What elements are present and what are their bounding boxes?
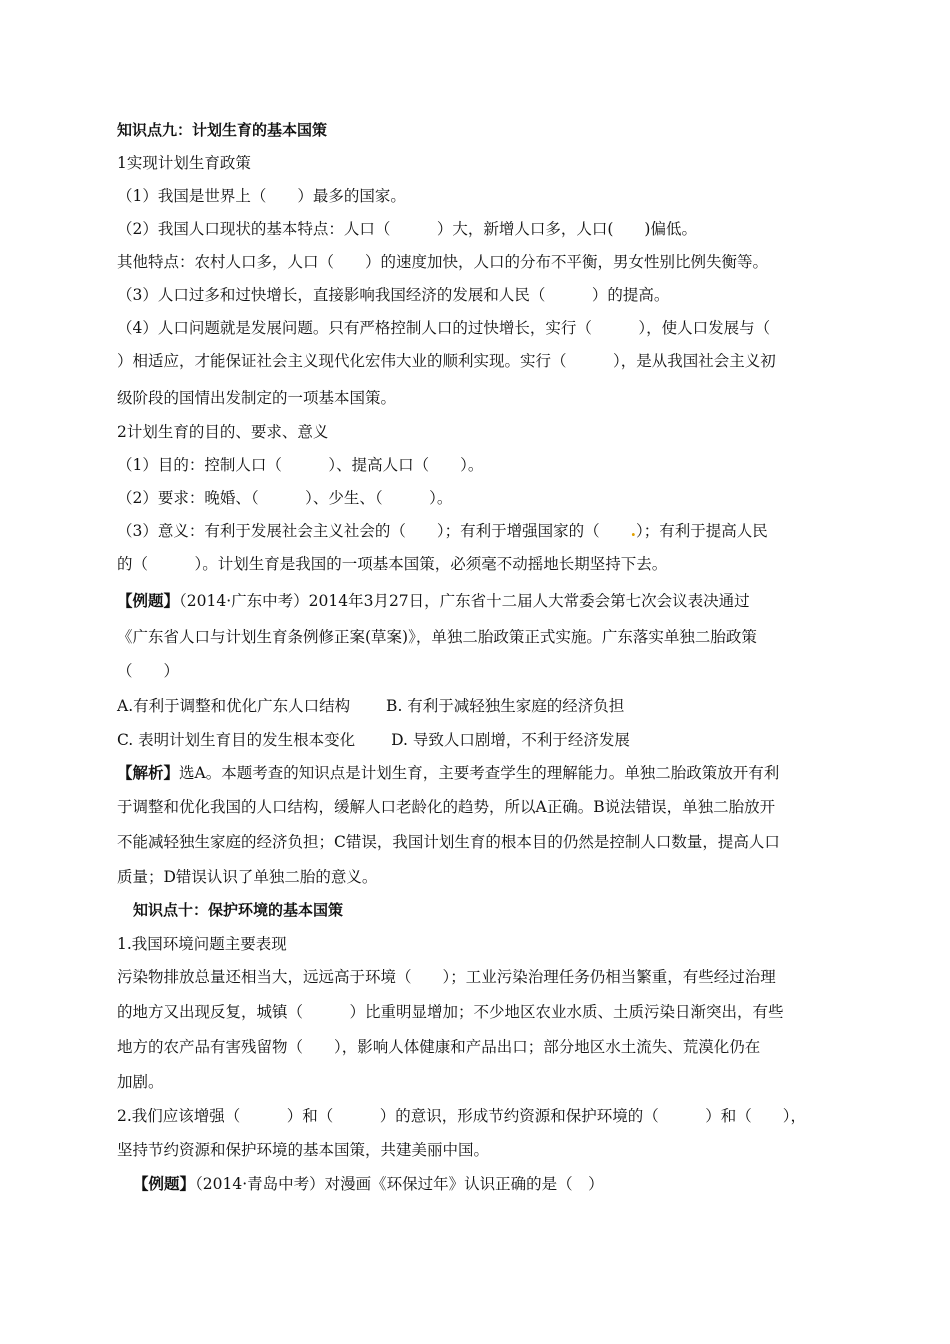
section9-title: 知识点九：计划生育的基本国策 [117, 121, 328, 139]
analysis-text: 选A。本题考查的知识点是计划生育，主要考查学生的理解能力。单独二胎政策放开有利 [179, 764, 780, 782]
example-text: （2014·青岛中考）对漫画《环保过年》认识正确的是（ ） [195, 1175, 604, 1193]
option-a-b: A.有利于调整和优化广东人口结构 B. 有利于减轻独生家庭的经济负担 [117, 697, 625, 715]
section10-item-2-line2: 坚持节约资源和保护环境的基本国策，共建美丽中国。 [117, 1141, 490, 1159]
section10-para-line3: 地方的农产品有害残留物（ ），影响人体健康和产品出口；部分地区水土流失、荒漠化仍在 [117, 1038, 761, 1056]
section10-item-2-line1: 2.我们应该增强（ ）和（ ）的意识，形成节约资源和保护环境的（ ）和（ ）， [117, 1107, 807, 1125]
section9-purpose: （1）目的：控制人口（ ）、提高人口（ ）。 [117, 456, 484, 474]
section9-item-1: （1）我国是世界上（ ）最多的国家。 [117, 187, 406, 205]
section10-para-line4: 加剧。 [117, 1073, 164, 1091]
analysis-label: 【解析】 [117, 764, 180, 782]
section9-example-line2: 《广东省人口与计划生育条例修正案(草案)》，单独二胎政策正式实施。广东落实单独二胎政策 [117, 628, 757, 646]
analysis-line2: 于调整和优化我国的人口结构，缓解人口老龄化的趋势，所以A正确。B说法错误，单独二胎放开 [117, 798, 776, 816]
analysis-line1 [117, 763, 779, 783]
section9-requirements: （2）要求：晚婚、（ ）、少生、（ ）。 [117, 489, 453, 507]
section9-subheading-2: 2计划生育的目的、要求、意义 [117, 423, 329, 441]
section9-example-line3: （ ） [117, 662, 180, 680]
section9-item-4-line2: ）相适应，才能保证社会主义现代化宏伟大业的顺利实现。实行（ ），是从我国社会主义初 [117, 352, 776, 370]
analysis-line4: 质量；D错误认识了单独二胎的意义。 [117, 868, 378, 886]
section10-para-line1: 污染物排放总量还相当大，远远高于环境（ ）；工业污染治理任务仍相当繁重，有些经过治理 [117, 968, 776, 986]
section9-item-3: （3）人口过多和过快增长，直接影响我国经济的发展和人民（ ）的提高。 [117, 286, 670, 304]
section10-subheading-1: 1.我国环境问题主要表现 [117, 935, 287, 953]
highlight-dot: . [630, 521, 637, 540]
section9-significance-line2: 的（ ）。计划生育是我国的一项基本国策，必须毫不动摇地长期坚持下去。 [117, 555, 668, 573]
section9-example-line1 [117, 591, 750, 611]
significance-text-end: ）；有利于提高人民 [636, 522, 768, 540]
section10-example [133, 1174, 604, 1194]
significance-text: （3）意义：有利于发展社会主义社会的（ ）；有利于增强国家的（ [117, 522, 631, 540]
example-text: （2014·广东中考）2014年3月27日，广东省十二届人大常委会第七次会议表决通过 [179, 592, 750, 610]
section9-item-4-line1: （4）人口问题就是发展问题。只有严格控制人口的过快增长，实行（ ），使人口发展与（ [117, 319, 771, 337]
section9-significance-line1 [117, 521, 768, 541]
section10-title: 知识点十：保护环境的基本国策 [133, 901, 344, 919]
analysis-line3: 不能减轻独生家庭的经济负担；C错误，我国计划生育的根本目的仍然是控制人口数量，提高人口 [117, 833, 780, 851]
section9-subheading-1: 1实现计划生育政策 [117, 154, 251, 172]
option-c-d: C. 表明计划生育目的发生根本变化 D. 导致人口剧增，不利于经济发展 [117, 731, 630, 749]
section9-item-4-line3: 级阶段的国情出发制定的一项基本国策。 [117, 389, 397, 407]
section9-item-2: （2）我国人口现状的基本特点：人口（ ）大，新增人口多，人口( )偏低。 [117, 220, 697, 238]
example-label: 【例题】 [133, 1175, 196, 1193]
section10-para-line2: 的地方又出现反复，城镇（ ）比重明显增加；不少地区农业水质、土质污染日渐突出，有些 [117, 1003, 784, 1021]
example-label: 【例题】 [117, 592, 180, 610]
section9-item-2-other: 其他特点：农村人口多，人口（ ）的速度加快，人口的分布不平衡，男女性别比例失衡等。 [117, 253, 769, 271]
